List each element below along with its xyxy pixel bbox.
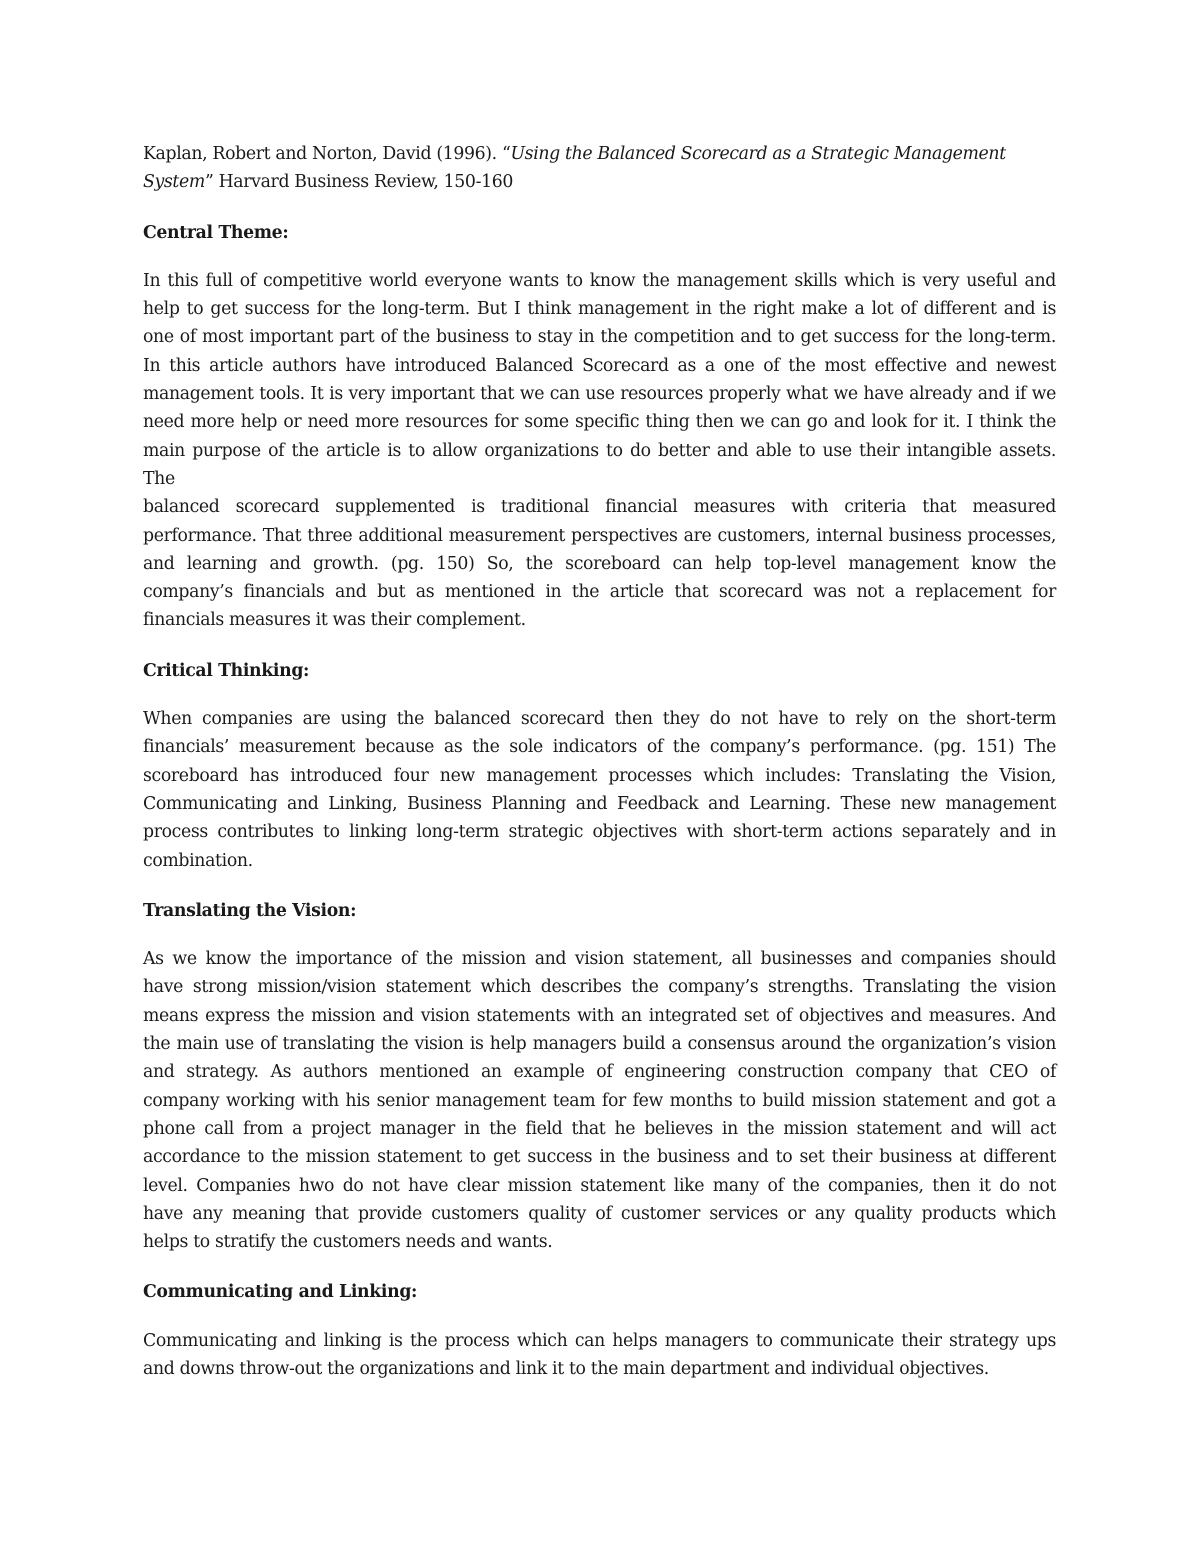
paragraph-line: the main use of translating the vision is help managers build a consensus around the organization’s vision: [143, 1034, 1056, 1055]
paragraph-line: need more help or need more resources for some specific thing then we can go and look for it. I think the: [143, 412, 1056, 433]
reference-source: Harvard Business Review, 150-160: [213, 172, 513, 193]
paragraph-line: In this article authors have introduced Balanced Scorecard as a one of the most effective and newest: [143, 355, 1056, 376]
paragraph-line: combination.: [143, 850, 253, 871]
paragraph-line: company working with his senior management team for few months to build mission statement and got a: [143, 1090, 1056, 1111]
document-sections: [143, 219, 1056, 1384]
paragraph-line: have any meaning that provide customers quality of customer services or any quality products which: [143, 1203, 1056, 1224]
paragraph-line: Communicating and linking is the process which can helps managers to communicate their strategy ups: [143, 1330, 1056, 1351]
paragraph-line: main purpose of the article is to allow organizations to do better and able to use their intangible assets.: [143, 440, 1056, 461]
paragraph-line: helps to stratify the customers needs and wants.: [143, 1232, 553, 1253]
reference-citation: [143, 140, 1056, 197]
reference-close-quote: ”: [204, 172, 214, 193]
body-paragraph: [143, 1327, 1056, 1384]
paragraph-line: means express the mission and vision statements with an integrated set of objectives and measures. And: [143, 1005, 1056, 1026]
paragraph-line: company’s financials and but as mentioned in the article that scorecard was not a replacement for: [143, 582, 1056, 603]
paragraph-line: The: [143, 468, 175, 489]
paragraph-line: one of most important part of the business to stay in the competition and to get success for the long-term.: [143, 327, 1056, 348]
paragraph-line: and strategy. As authors mentioned an example of engineering construction company that CEO of: [143, 1062, 1056, 1083]
document-page: [143, 140, 1056, 1405]
paragraph-line: process contributes to linking long-term strategic objectives with short-term actions separately and in: [143, 822, 1056, 843]
paragraph-line: financials measures it was their complement.: [143, 610, 526, 631]
paragraph-line: and learning and growth. (pg. 150) So, the scoreboard can help top-level management know the: [143, 553, 1056, 574]
section-heading: Critical Thinking:: [143, 660, 310, 681]
body-paragraph: [143, 705, 1056, 875]
section-heading: Central Theme:: [143, 222, 289, 243]
paragraph-line: financials’ measurement because as the sole indicators of the company’s performance. (pg. 151) The: [143, 737, 1056, 758]
paragraph-line: accordance to the mission statement to get success in the business and to set their business at different: [143, 1147, 1056, 1168]
paragraph-line: In this full of competitive world everyone wants to know the management skills which is very useful and: [143, 270, 1056, 291]
paragraph-line: As we know the importance of the mission and vision statement, all businesses and companies should: [143, 949, 1056, 970]
body-paragraph: [143, 267, 1056, 493]
paragraph-line: When companies are using the balanced scorecard then they do not have to rely on the short-term: [143, 709, 1056, 730]
reference-authors: Kaplan, Robert and Norton, David (1996). “: [143, 144, 511, 164]
paragraph-line: level. Companies hwo do not have clear mission statement like many of the companies, then it do not: [143, 1175, 1056, 1196]
section-heading: Translating the Vision:: [143, 900, 357, 921]
paragraph-line: have strong mission/vision statement which describes the company’s strengths. Translating the vision: [143, 977, 1056, 998]
paragraph-line: performance. That three additional measurement perspectives are customers, internal business processes,: [143, 525, 1056, 546]
paragraph-line: balanced scorecard supplemented is traditional financial measures with criteria that measured: [143, 497, 1056, 518]
paragraph-line: scoreboard has introduced four new management processes which includes: Translating the Vision,: [143, 765, 1056, 786]
paragraph-line: Communicating and Linking, Business Planning and Feedback and Learning. These new management: [143, 793, 1056, 814]
section-heading: Communicating and Linking:: [143, 1282, 418, 1303]
body-paragraph: [143, 493, 1056, 634]
paragraph-line: and downs throw-out the organizations and link it to the main department and individual objectives.: [143, 1358, 989, 1379]
body-paragraph: [143, 945, 1056, 1256]
paragraph-line: help to get success for the long-term. But I think management in the right make a lot of different and is: [143, 299, 1056, 320]
paragraph-line: management tools. It is very important that we can use resources properly what we have already and if we: [143, 384, 1056, 405]
paragraph-line: phone call from a project manager in the field that he believes in the mission statement and will act: [143, 1118, 1056, 1139]
reference-title: Using the Balanced Scorecard as a Strategic Management System: [143, 144, 1006, 193]
